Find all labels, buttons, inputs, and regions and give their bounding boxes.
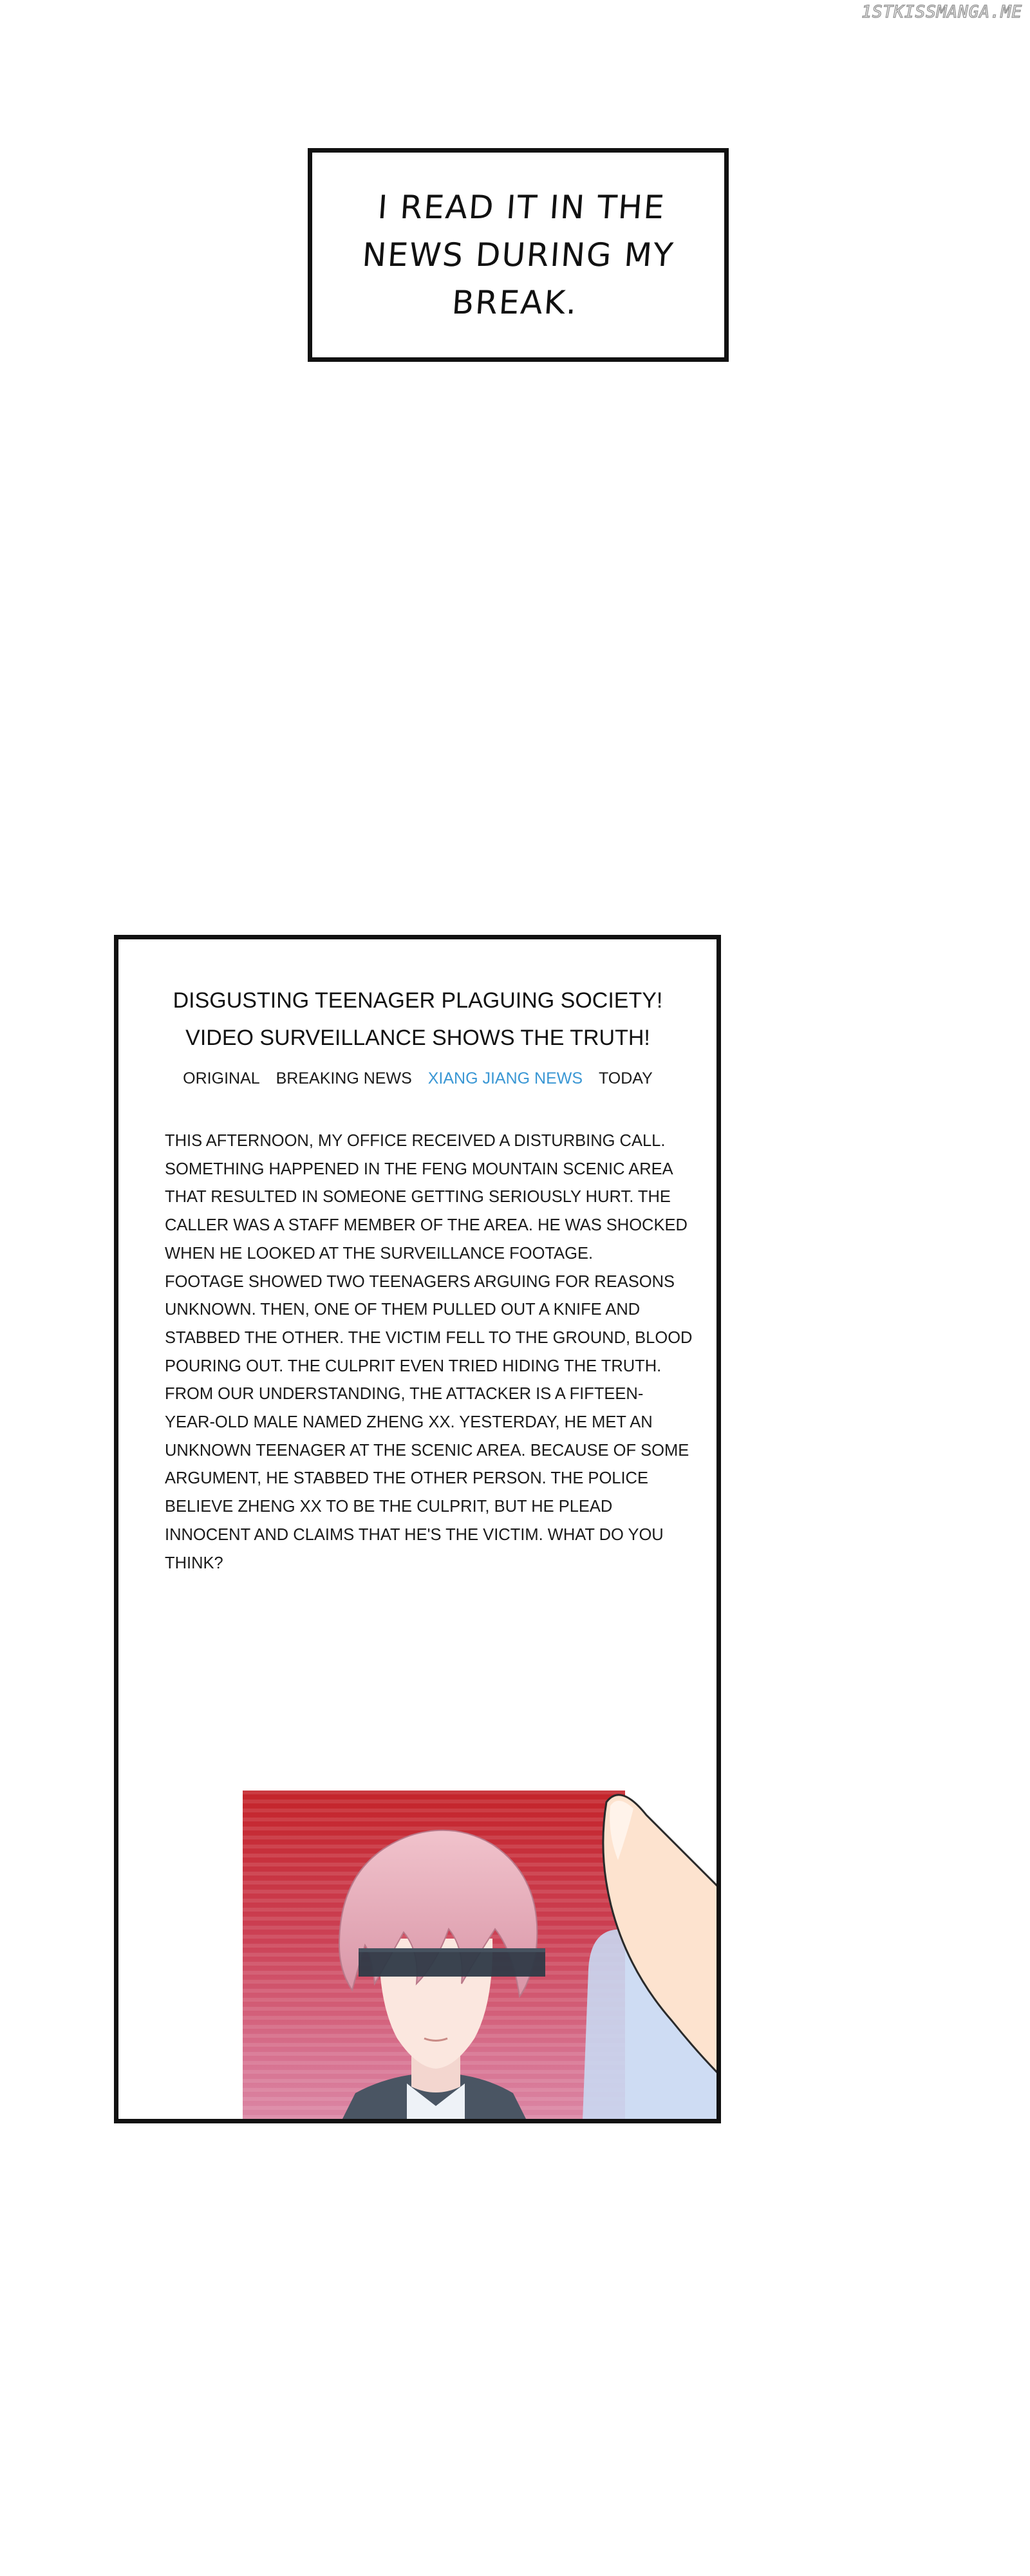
censor-bar <box>359 1948 545 1977</box>
article-title: DISGUSTING TEENAGER PLAGUING SOCIETY! VIDEO SURVEILLANCE SHOWS THE TRUTH! <box>173 988 663 1050</box>
thumb-illustration <box>563 1776 721 2123</box>
meta-original: ORIGINAL <box>183 1069 260 1087</box>
meta-category: BREAKING NEWS <box>276 1069 412 1087</box>
meta-date: TODAY <box>598 1069 653 1087</box>
narration-caption-text: I READ IT IN THE NEWS DURING MY BREAK. <box>360 189 676 321</box>
watermark: 1STKISSMANGA.ME <box>861 3 1022 22</box>
narration-caption-box <box>308 148 729 362</box>
article-meta <box>118 1069 717 1088</box>
article-body: THIS AFTERNOON, MY OFFICE RECEIVED A DISTURBING CALL. SOMETHING HAPPENED IN THE FENG MOUNTAIN SCENIC AREA THAT RESULTED IN SOMEONE GETTING SERIOUSLY HURT. THE CALLER WAS A STAFF MEMBER OF THE AREA. HE WAS SHOCKED WHEN HE LOOKED AT THE SURVEILLANCE FOOTAGE. FOOTAGE SHOWED TWO TEENAGERS ARGUING FOR REASONS UNKNOWN. THEN, ONE OF THEM PULLED OUT A KNIFE AND STABBED THE OTHER. THE VICTIM FELL TO THE GROUND, BLOOD POURING OUT. THE CULPRIT EVEN TRIED HIDING THE TRUTH. FROM OUR UNDERSTANDING, THE ATTACKER IS A FIFTEEN-YEAR-OLD MALE NAMED ZHENG XX. YESTERDAY, HE MET AN UNKNOWN TEENAGER AT THE SCENIC AREA. BECAUSE OF SOME ARGUMENT, HE STABBED THE OTHER PERSON. THE POLICE BELIEVE ZHENG XX TO BE THE CULPRIT, BUT HE PLEAD INNOCENT AND CLAIMS THAT HE'S THE VICTIM. WHAT DO YOU THINK? <box>165 1132 693 1572</box>
phone-screen-panel <box>114 935 721 2123</box>
meta-source-link[interactable]: XIANG JIANG NEWS <box>427 1069 583 1087</box>
